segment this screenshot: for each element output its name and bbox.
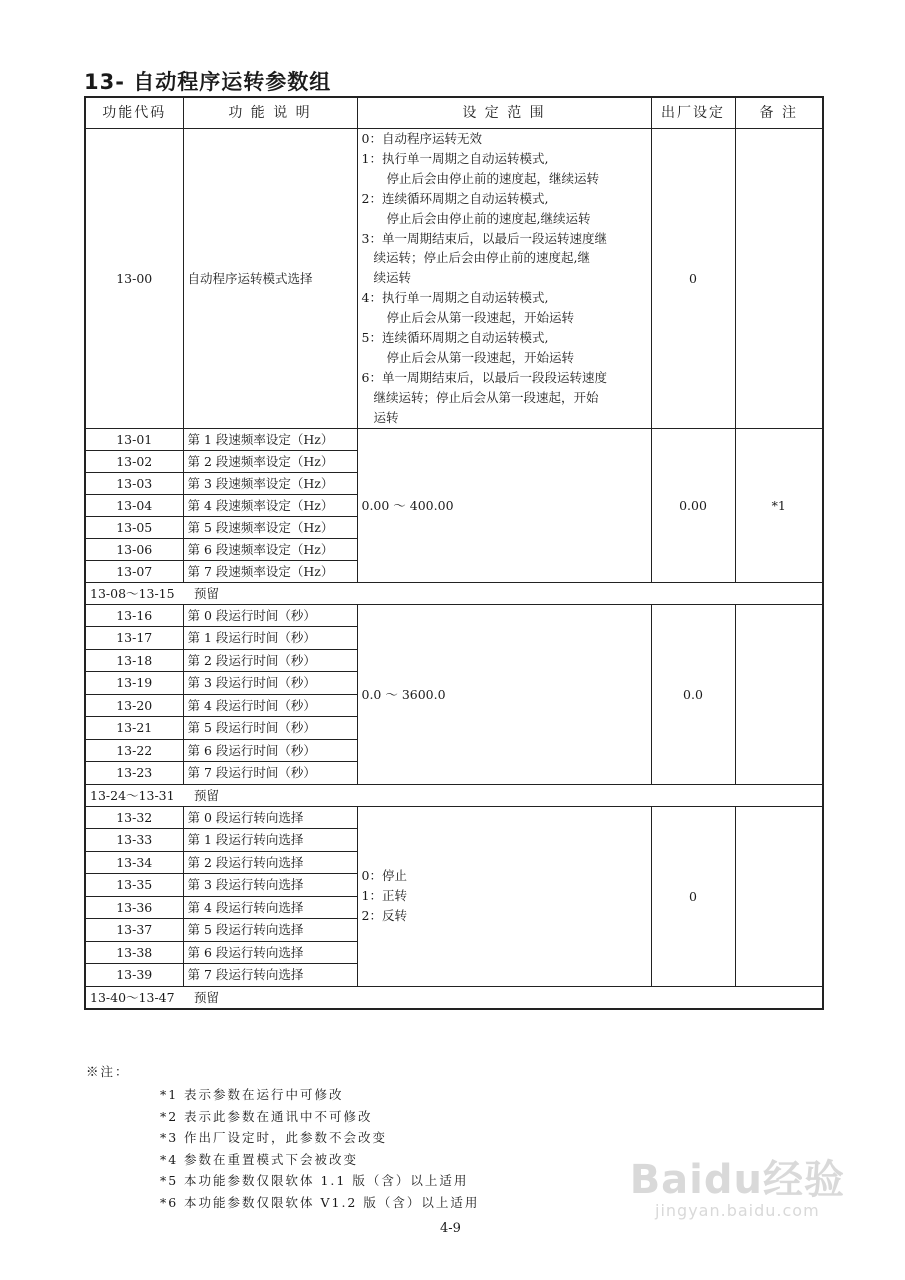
header-note: 备 注 (735, 97, 823, 129)
header-code: 功能代码 (85, 97, 183, 129)
param-description: 第 4 段运行转向选择 (183, 896, 357, 919)
range-line: 0：停止 (361, 868, 407, 884)
watermark-brand: Baidu经验 (629, 1157, 845, 1203)
param-code: 13-33 (85, 829, 183, 852)
param-code: 13-18 (85, 649, 183, 672)
range-line: 停止后会由停止前的速度起，继续运转 (386, 170, 600, 186)
param-code: 13-32 (85, 806, 183, 829)
note-text: 作出厂设定时，此参数不会改变 (184, 1130, 388, 1145)
range-line: 停止后会从第一段速起，开始运转 (386, 349, 575, 365)
param-description: 第 4 段速频率设定（Hz） (183, 494, 357, 516)
table-row (85, 129, 823, 429)
header-description: 功 能 说 明 (183, 97, 357, 129)
header-range: 设 定 范 围 (357, 97, 651, 129)
range-line: 继续运转；停止后会从第一段速起，开始 (373, 389, 599, 405)
reserved-row (85, 986, 823, 1009)
param-factory: 0.00 (651, 428, 735, 582)
param-factory: 0.0 (651, 604, 735, 784)
note-key: *2 (160, 1108, 179, 1124)
note-item (160, 1127, 479, 1149)
param-description: 第 2 段速频率设定（Hz） (183, 450, 357, 472)
param-description: 第 6 段运行转向选择 (183, 941, 357, 964)
param-description: 第 5 段运行转向选择 (183, 919, 357, 942)
param-code: 13-34 (85, 851, 183, 874)
reserved-code: 13-24～13-31 (90, 787, 175, 803)
param-code: 13-02 (85, 450, 183, 472)
reserved-label: 预留 (194, 787, 220, 803)
note-text: 本功能参数仅限软体 1.1 版（含）以上适用 (184, 1173, 469, 1188)
param-factory: 0 (651, 129, 735, 429)
note-item (160, 1084, 479, 1106)
range-line: 4：执行单一周期之自动运转模式, (361, 290, 549, 306)
param-description: 第 7 段运行转向选择 (183, 964, 357, 987)
param-code: 13-04 (85, 494, 183, 516)
param-code: 13-36 (85, 896, 183, 919)
notes-heading: ※注： (86, 1064, 130, 1079)
parameter-table (84, 96, 824, 1010)
table-header-row (85, 97, 823, 129)
baidu-watermark-logo (630, 1148, 845, 1220)
param-description: 第 0 段运行转向选择 (183, 806, 357, 829)
table-row (85, 604, 823, 627)
param-description: 第 7 段运行时间（秒） (183, 762, 357, 785)
reserved-cell (85, 582, 823, 604)
range-line: 1：执行单一周期之自动运转模式, (361, 150, 549, 166)
param-range (357, 806, 651, 986)
param-note (735, 806, 823, 986)
param-description: 第 7 段速频率设定（Hz） (183, 560, 357, 582)
reserved-code: 13-40～13-47 (90, 989, 175, 1005)
param-code: 13-16 (85, 604, 183, 627)
note-text: 参数在重置模式下会被改变 (184, 1151, 359, 1167)
reserved-code: 13-08～13-15 (90, 585, 175, 601)
param-description: 第 4 段运行时间（秒） (183, 694, 357, 717)
param-code: 13-17 (85, 627, 183, 650)
param-code: 13-03 (85, 472, 183, 494)
param-code: 13-00 (85, 129, 183, 429)
note-key: *3 (160, 1130, 179, 1145)
param-description: 第 1 段速频率设定（Hz） (183, 428, 357, 450)
note-text: 表示参数在运行中可修改 (184, 1087, 344, 1102)
param-description: 第 5 段速频率设定（Hz） (183, 516, 357, 538)
table-body (85, 129, 823, 1009)
watermark-url: jingyan.baidu.com (655, 1201, 820, 1220)
note-item (160, 1106, 479, 1128)
param-code: 13-07 (85, 560, 183, 582)
param-description: 第 2 段运行转向选择 (183, 851, 357, 874)
note-key: *6 (160, 1194, 179, 1210)
param-range (357, 129, 651, 429)
range-line: 2：连续循环周期之自动运转模式, (361, 190, 549, 206)
note-text: 表示此参数在通讯中不可修改 (184, 1108, 373, 1124)
note-item (160, 1192, 479, 1214)
range-line: 3：单一周期结束后，以最后一段运转速度继 (361, 230, 607, 246)
param-description: 第 6 段运行时间（秒） (183, 739, 357, 762)
note-key: *5 (160, 1173, 179, 1188)
param-code: 13-05 (85, 516, 183, 538)
range-line: 5：连续循环周期之自动运转模式, (361, 330, 549, 346)
param-code: 13-22 (85, 739, 183, 762)
param-code: 13-39 (85, 964, 183, 987)
range-line: 1：正转 (361, 888, 407, 904)
param-factory: 0 (651, 806, 735, 986)
range-line: 续运转 (373, 270, 412, 286)
note-item (160, 1149, 479, 1171)
range-line: 停止后会由停止前的速度起,继续运转 (386, 210, 591, 226)
reserved-cell (85, 986, 823, 1009)
param-description: 第 3 段运行转向选择 (183, 874, 357, 897)
param-range: 0.0 ～ 3600.0 (357, 604, 651, 784)
notes-section (86, 1062, 479, 1213)
param-description: 第 3 段速频率设定（Hz） (183, 472, 357, 494)
param-code: 13-06 (85, 538, 183, 560)
note-key: *4 (160, 1151, 179, 1167)
param-description: 第 1 段运行时间（秒） (183, 627, 357, 650)
param-note: *1 (735, 428, 823, 582)
param-range: 0.00 ～ 400.00 (357, 428, 651, 582)
reserved-row (85, 784, 823, 806)
reserved-label: 预留 (194, 585, 220, 601)
range-line: 0：自动程序运转无效 (361, 131, 482, 146)
param-code: 13-19 (85, 672, 183, 695)
param-description: 第 0 段运行时间（秒） (183, 604, 357, 627)
note-text: 本功能参数仅限软体 V1.2 版（含）以上适用 (184, 1194, 480, 1210)
header-factory: 出厂设定 (651, 97, 735, 129)
param-description: 第 2 段运行时间（秒） (183, 649, 357, 672)
param-description: 第 5 段运行时间（秒） (183, 717, 357, 740)
notes-list (160, 1084, 479, 1213)
param-note (735, 129, 823, 429)
reserved-label: 预留 (194, 989, 220, 1005)
note-key: *1 (160, 1087, 179, 1102)
param-code: 13-37 (85, 919, 183, 942)
reserved-cell (85, 784, 823, 806)
param-code: 13-01 (85, 428, 183, 450)
param-description: 第 1 段运行转向选择 (183, 829, 357, 852)
param-code: 13-21 (85, 717, 183, 740)
range-line: 运转 (373, 409, 399, 425)
table-row (85, 806, 823, 829)
section-title: 13- 自动程序运转参数组 (84, 70, 332, 94)
page-number: 4-9 (440, 1221, 461, 1236)
range-line: 续运转；停止后会由停止前的速度起,继 (373, 250, 590, 266)
param-description: 第 3 段运行时间（秒） (183, 672, 357, 695)
param-code: 13-23 (85, 762, 183, 785)
param-code: 13-38 (85, 941, 183, 964)
param-note (735, 604, 823, 784)
note-item (160, 1170, 479, 1192)
range-line: 2：反转 (361, 908, 407, 924)
table-row (85, 428, 823, 450)
range-line: 停止后会从第一段速起，开始运转 (386, 310, 575, 326)
param-description: 第 6 段速频率设定（Hz） (183, 538, 357, 560)
range-line: 6：单一周期结束后，以最后一段段运转速度 (361, 369, 607, 385)
param-description: 自动程序运转模式选择 (183, 129, 357, 429)
param-code: 13-35 (85, 874, 183, 897)
param-code: 13-20 (85, 694, 183, 717)
reserved-row (85, 582, 823, 604)
